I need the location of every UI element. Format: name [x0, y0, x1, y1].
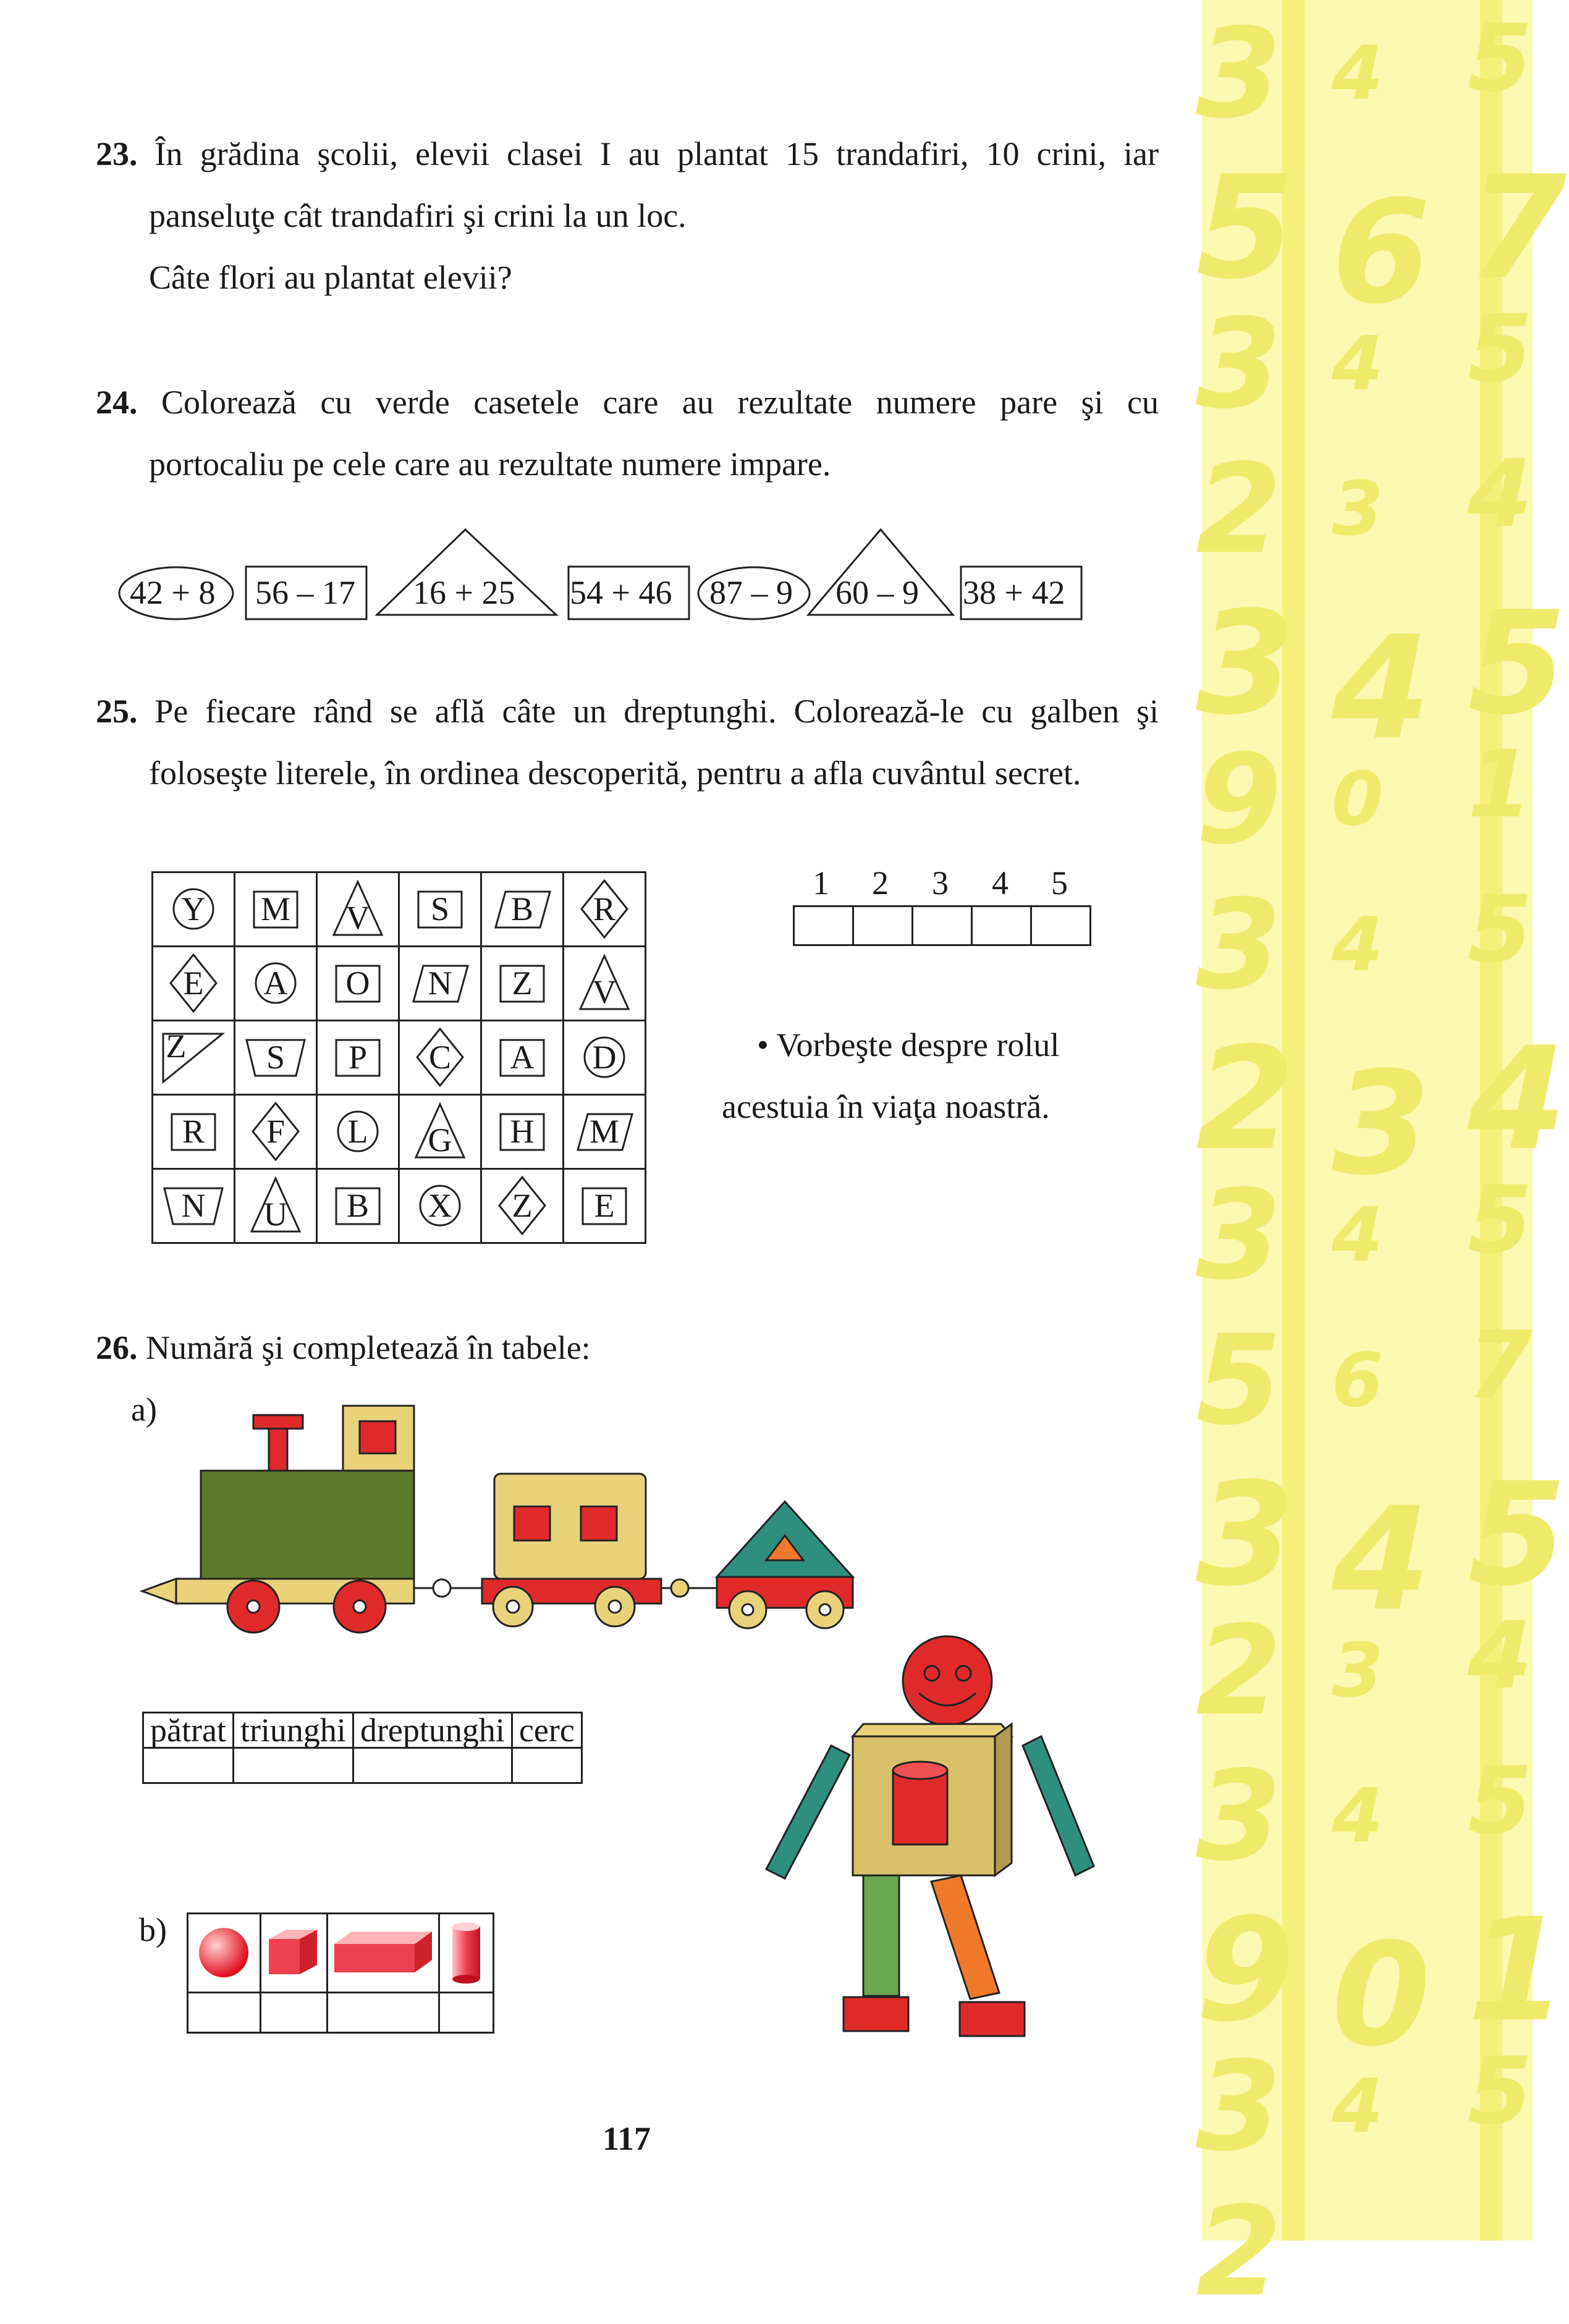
grid-cell[interactable] [399, 873, 481, 947]
grid-cell-content [235, 947, 316, 1020]
grid-letter: X [428, 1187, 452, 1224]
grid-cell-content [400, 1021, 480, 1094]
robot-right-leg [931, 1875, 999, 1999]
header-cerc: cerc [512, 1713, 582, 1748]
exercise-23-line-1 [96, 135, 1159, 173]
grid-letter: B [346, 1187, 370, 1224]
wagon-window [514, 1506, 550, 1540]
strip-digit: 5 [1468, 2038, 1533, 2145]
header-triunghi: triunghi [233, 1713, 353, 1748]
robot-left-leg [863, 1875, 899, 1996]
count-cell[interactable] [353, 1748, 512, 1783]
grid-letter: Z [512, 1187, 533, 1224]
strip-digit: 4 [1332, 321, 1384, 407]
strip-digit: 4 [1332, 1477, 1431, 1642]
grid-letter: A [263, 965, 288, 1002]
coupler-ring [433, 1579, 450, 1597]
grid-row [153, 1021, 646, 1095]
grid-row [153, 1169, 646, 1243]
strip-digit: 0 [1332, 1913, 1431, 2078]
strip-digit: 4 [1332, 31, 1384, 117]
answer-number: 4 [992, 864, 1009, 902]
exercise-23-line-3: Câte flori au plantat elevii? [149, 259, 512, 296]
cylinder-icon [440, 1914, 493, 1988]
grid-cell[interactable] [235, 873, 317, 947]
grid-letter: G [428, 1122, 452, 1159]
expression-5: 87 – 9 [709, 574, 793, 611]
strip-digit: 4 [1468, 441, 1533, 548]
answer-number: 1 [813, 864, 829, 902]
grid-cell[interactable] [481, 1021, 564, 1095]
grid-cell[interactable] [153, 1169, 235, 1243]
robot-right-foot [960, 2002, 1025, 2036]
grid-cell[interactable] [317, 873, 399, 947]
answer-box[interactable] [1031, 906, 1091, 945]
grid-cell[interactable] [564, 1169, 646, 1243]
answer-number: 2 [872, 864, 889, 902]
grid-letter: B [510, 890, 534, 927]
page-number: 117 [603, 2120, 651, 2157]
grid-letter: M [260, 890, 290, 927]
grid-letter: N [428, 965, 452, 1002]
count-cell[interactable] [328, 1993, 439, 2033]
cube-cell [261, 1914, 328, 1993]
answer-number: 3 [932, 864, 949, 902]
strip-digit: 5 [1468, 1453, 1567, 1618]
grid-letter: Z [512, 965, 533, 1002]
robot-eye [924, 1666, 939, 1681]
robot-cylinder-top [893, 1762, 947, 1779]
grid-letter: R [593, 890, 616, 927]
grid-letter: M [589, 1113, 619, 1150]
strip-digit: 4 [1332, 902, 1384, 988]
expression-3: 16 + 25 [413, 574, 515, 611]
exercise-23-line-2: panseluţe cât trandafiri şi crini la un loc. [149, 197, 687, 234]
strip-digit: 3 [1332, 1042, 1431, 1207]
part-a-label: a) [131, 1391, 157, 1428]
grid-letter: D [592, 1039, 617, 1076]
grid-cell-content [153, 1096, 234, 1168]
grid-cell-content [482, 947, 562, 1020]
grid-cell-content [482, 1096, 562, 1168]
strip-digit: 6 [1332, 1338, 1384, 1424]
grid-letter: P [348, 1039, 368, 1076]
count-cell[interactable] [188, 1993, 261, 2033]
grid-cell[interactable] [399, 1095, 481, 1169]
grid-letter: S [266, 1039, 285, 1076]
exercise-text: Colorează cu verde casetele care au rezultate numere pare şi cu [161, 384, 1159, 421]
answer-box[interactable] [913, 906, 972, 945]
strip-digit: 7 [1468, 146, 1567, 311]
grid-cell-content [400, 1096, 480, 1168]
grid-cell[interactable] [235, 947, 317, 1021]
grid-cell[interactable] [481, 1095, 564, 1169]
grid-letter: Z [166, 1028, 187, 1065]
grid-cell[interactable] [317, 1095, 399, 1169]
grid-cell-content [564, 1021, 645, 1094]
grid-cell[interactable] [317, 1169, 399, 1243]
expression-7: 38 + 42 [963, 574, 1065, 611]
cabin-window [360, 1421, 395, 1453]
grid-cell-content [318, 1170, 398, 1242]
expression-4: 54 + 46 [570, 574, 672, 611]
grid-cell[interactable] [399, 947, 481, 1021]
grid-row [153, 947, 646, 1021]
expression-1: 42 + 8 [130, 574, 216, 611]
grid-cell-content [318, 1021, 398, 1094]
strip-digit: 5 [1196, 146, 1295, 311]
strip-digit: 5 [1468, 295, 1533, 403]
strip-digit: 0 [1332, 757, 1384, 843]
robot-body-top [853, 1724, 1012, 1736]
exercise-25-line-1 [96, 692, 1159, 730]
grid-letter: Y [181, 890, 206, 927]
chimney-top [253, 1415, 303, 1429]
sphere-cell [188, 1914, 261, 1993]
strip-digit: 3 [1196, 292, 1282, 436]
grid-cell-content [235, 1170, 316, 1242]
grid-row [153, 873, 646, 947]
grid-cell[interactable] [481, 1169, 564, 1243]
strip-digit: 4 [1468, 1017, 1567, 1182]
note-line-2: acestuia în viaţa noastră. [722, 1088, 1050, 1125]
robot-left-foot [844, 1997, 908, 2031]
wheel-hub [742, 1604, 753, 1615]
grid-cell[interactable] [153, 1021, 235, 1095]
grid-cell[interactable] [564, 1021, 646, 1095]
strip-digit: 3 [1196, 1164, 1282, 1308]
strip-digit: 2 [1196, 1017, 1295, 1182]
strip-digit: 3 [1196, 1453, 1295, 1618]
locomotive-body [201, 1471, 414, 1579]
strip-digit: 5 [1468, 1747, 1533, 1855]
wheel-hub [507, 1600, 519, 1613]
wagon-window [581, 1506, 617, 1540]
grid-cell-content [153, 1021, 234, 1094]
grid-cell[interactable] [153, 873, 235, 947]
grid-cell-content [400, 947, 480, 1020]
count-cell[interactable] [512, 1748, 582, 1783]
strip-digit: 4 [1332, 2064, 1384, 2150]
grid-cell[interactable] [564, 947, 646, 1021]
grid-cell-content [564, 1170, 645, 1242]
strip-digit: 4 [1332, 606, 1431, 771]
grid-cell[interactable] [235, 1095, 317, 1169]
strip-digit: 3 [1196, 2, 1282, 146]
exercise-text: Pe fiecare rând se află câte un dreptunghi. Colorează-le cu galben şi [154, 693, 1159, 730]
grid-cell-content [153, 1170, 234, 1242]
grid-letter: O [345, 965, 370, 1002]
grid-cell[interactable] [399, 1169, 481, 1243]
strip-digit: 5 [1468, 581, 1567, 746]
grid-letter: H [510, 1113, 535, 1150]
answer-numbers [793, 864, 1093, 901]
strip-digit: 4 [1332, 1773, 1384, 1859]
answer-box[interactable] [972, 906, 1031, 945]
grid-letter: A [510, 1039, 535, 1076]
grid-cell-content [400, 1170, 480, 1242]
cuboid-icon [328, 1914, 438, 1988]
cylinder-cell [439, 1914, 494, 1993]
grid-letter: E [594, 1187, 615, 1224]
grid-cell-content [235, 1096, 316, 1168]
strip-digit: 6 [1332, 171, 1431, 336]
grid-letter: V [592, 973, 617, 1010]
exercise-24-line-1 [96, 383, 1159, 421]
cube-icon [261, 1914, 326, 1988]
coupler-ring [671, 1579, 688, 1597]
exercise-number: 25. [96, 693, 138, 730]
strip-digit: 2 [1196, 437, 1282, 581]
grid-cell-content [153, 947, 234, 1020]
grid-cell-content [318, 947, 398, 1020]
grid-cell-content [564, 873, 645, 945]
strip-digit: 5 [1468, 5, 1533, 112]
exercise-25-line-2: foloseşte literele, în ordinea descoperită, pentru a afla cuvântul secret. [149, 754, 1081, 792]
locomotive-nose [142, 1579, 176, 1604]
answer-number: 5 [1051, 864, 1068, 902]
strip-digit: 1 [1468, 731, 1533, 839]
strip-digit: 3 [1196, 1744, 1282, 1888]
expression-2: 56 – 17 [255, 574, 355, 611]
robot-head [903, 1636, 992, 1725]
secret-word-boxes [793, 905, 1091, 946]
exercise-text: În grădina şcolii, elevii clasei I au plantat 15 trandafiri, 10 crini, iar [154, 135, 1159, 172]
grid-cell[interactable] [317, 947, 399, 1021]
note-line-1: • Vorbeşte despre rolul [757, 1026, 1060, 1063]
header-dreptunghi: dreptunghi [353, 1713, 512, 1748]
chimney [269, 1429, 287, 1471]
grid-cell-content [564, 947, 645, 1020]
grid-letter: F [266, 1113, 285, 1150]
grid-cell[interactable] [235, 1169, 317, 1243]
strip-digit: 3 [1196, 2035, 1282, 2179]
count-cell[interactable] [233, 1748, 353, 1783]
grid-cell-content [153, 873, 234, 945]
grid-letter: V [345, 899, 370, 936]
strip-digit: 4 [1332, 1193, 1384, 1278]
count-cell[interactable] [143, 1748, 234, 1783]
strip-digit: 3 [1332, 467, 1384, 552]
strip-digit: 5 [1196, 1309, 1282, 1453]
strip-digit: 3 [1196, 873, 1282, 1017]
grid-cell-content [564, 1096, 645, 1168]
part-b-label: b) [139, 1911, 167, 1948]
strip-digit: 3 [1196, 581, 1295, 746]
letter-grid [151, 871, 646, 1244]
grid-cell-content [235, 1021, 316, 1094]
wheel-hub [609, 1600, 621, 1613]
count-cell[interactable] [439, 1993, 494, 2033]
header-patrat: pătrat [143, 1713, 234, 1748]
grid-cell[interactable] [153, 1095, 235, 1169]
grid-cell-content [400, 873, 480, 945]
strip-digit: 1 [1468, 1888, 1567, 2053]
grid-letter: E [183, 965, 204, 1002]
exercise-number: 26. [96, 1329, 138, 1366]
robot-body-side [995, 1724, 1012, 1875]
strip-digit: 5 [1468, 1167, 1533, 1274]
grid-letter: U [263, 1196, 288, 1233]
grid-letter: L [347, 1113, 368, 1150]
grid-cell-content [482, 1021, 562, 1094]
wheel-hub [247, 1600, 260, 1613]
exercise-number: 23. [96, 135, 138, 172]
grid-cell[interactable] [235, 1021, 317, 1095]
train-illustration [136, 1403, 896, 1637]
wheel-hub [819, 1604, 831, 1615]
answer-box[interactable] [794, 906, 853, 945]
strip-digit: 9 [1196, 1888, 1295, 2053]
grid-letter: C [428, 1039, 452, 1076]
robot-cylinder [893, 1770, 947, 1844]
exercise-26-line [96, 1329, 591, 1367]
expression-6: 60 – 9 [835, 574, 919, 611]
grid-cell[interactable] [564, 873, 646, 947]
robot-left-arm [766, 1746, 850, 1878]
strip-digit: 2 [1196, 1599, 1282, 1743]
strip-digit: 7 [1468, 1312, 1533, 1419]
grid-cell-content [318, 1096, 398, 1168]
count-cell[interactable] [261, 1993, 328, 2033]
grid-letter: R [182, 1113, 205, 1150]
strip-digit: 5 [1468, 876, 1533, 984]
robot-right-arm [1023, 1736, 1094, 1875]
strip-digit: 2 [1196, 2180, 1282, 2324]
grid-letter: N [181, 1187, 206, 1224]
grid-cell-content [318, 873, 398, 945]
solids-count-table [187, 1912, 494, 2034]
grid-letter: S [430, 890, 450, 927]
decorative-number-strip [1196, 0, 1567, 2324]
grid-cell-content [482, 873, 562, 945]
strip-digit: 3 [1332, 1628, 1384, 1714]
exercise-text: Numără şi completează în tabele: [146, 1329, 591, 1366]
shapes-count-table [142, 1712, 583, 1784]
grid-cell[interactable] [317, 1021, 399, 1095]
grid-cell-content [482, 1170, 562, 1242]
grid-cell[interactable] [564, 1095, 646, 1169]
grid-cell[interactable] [153, 947, 235, 1021]
answer-box[interactable] [853, 906, 913, 945]
grid-cell[interactable] [399, 1021, 481, 1095]
exercise-24-line-2: portocaliu pe cele care au rezultate numere impare. [149, 446, 831, 483]
grid-row [153, 1095, 646, 1169]
strip-digit: 9 [1196, 728, 1282, 872]
grid-cell[interactable] [481, 947, 564, 1021]
robot-illustration [757, 1631, 1140, 2051]
sphere-icon [188, 1914, 260, 1988]
wheel-hub [353, 1600, 366, 1613]
cuboid-cell [328, 1914, 439, 1993]
strip-digit: 4 [1468, 1602, 1533, 1710]
robot-eye [956, 1666, 971, 1681]
grid-cell[interactable] [481, 873, 564, 947]
exercise-number: 24. [96, 384, 138, 421]
grid-cell-content [235, 873, 316, 945]
